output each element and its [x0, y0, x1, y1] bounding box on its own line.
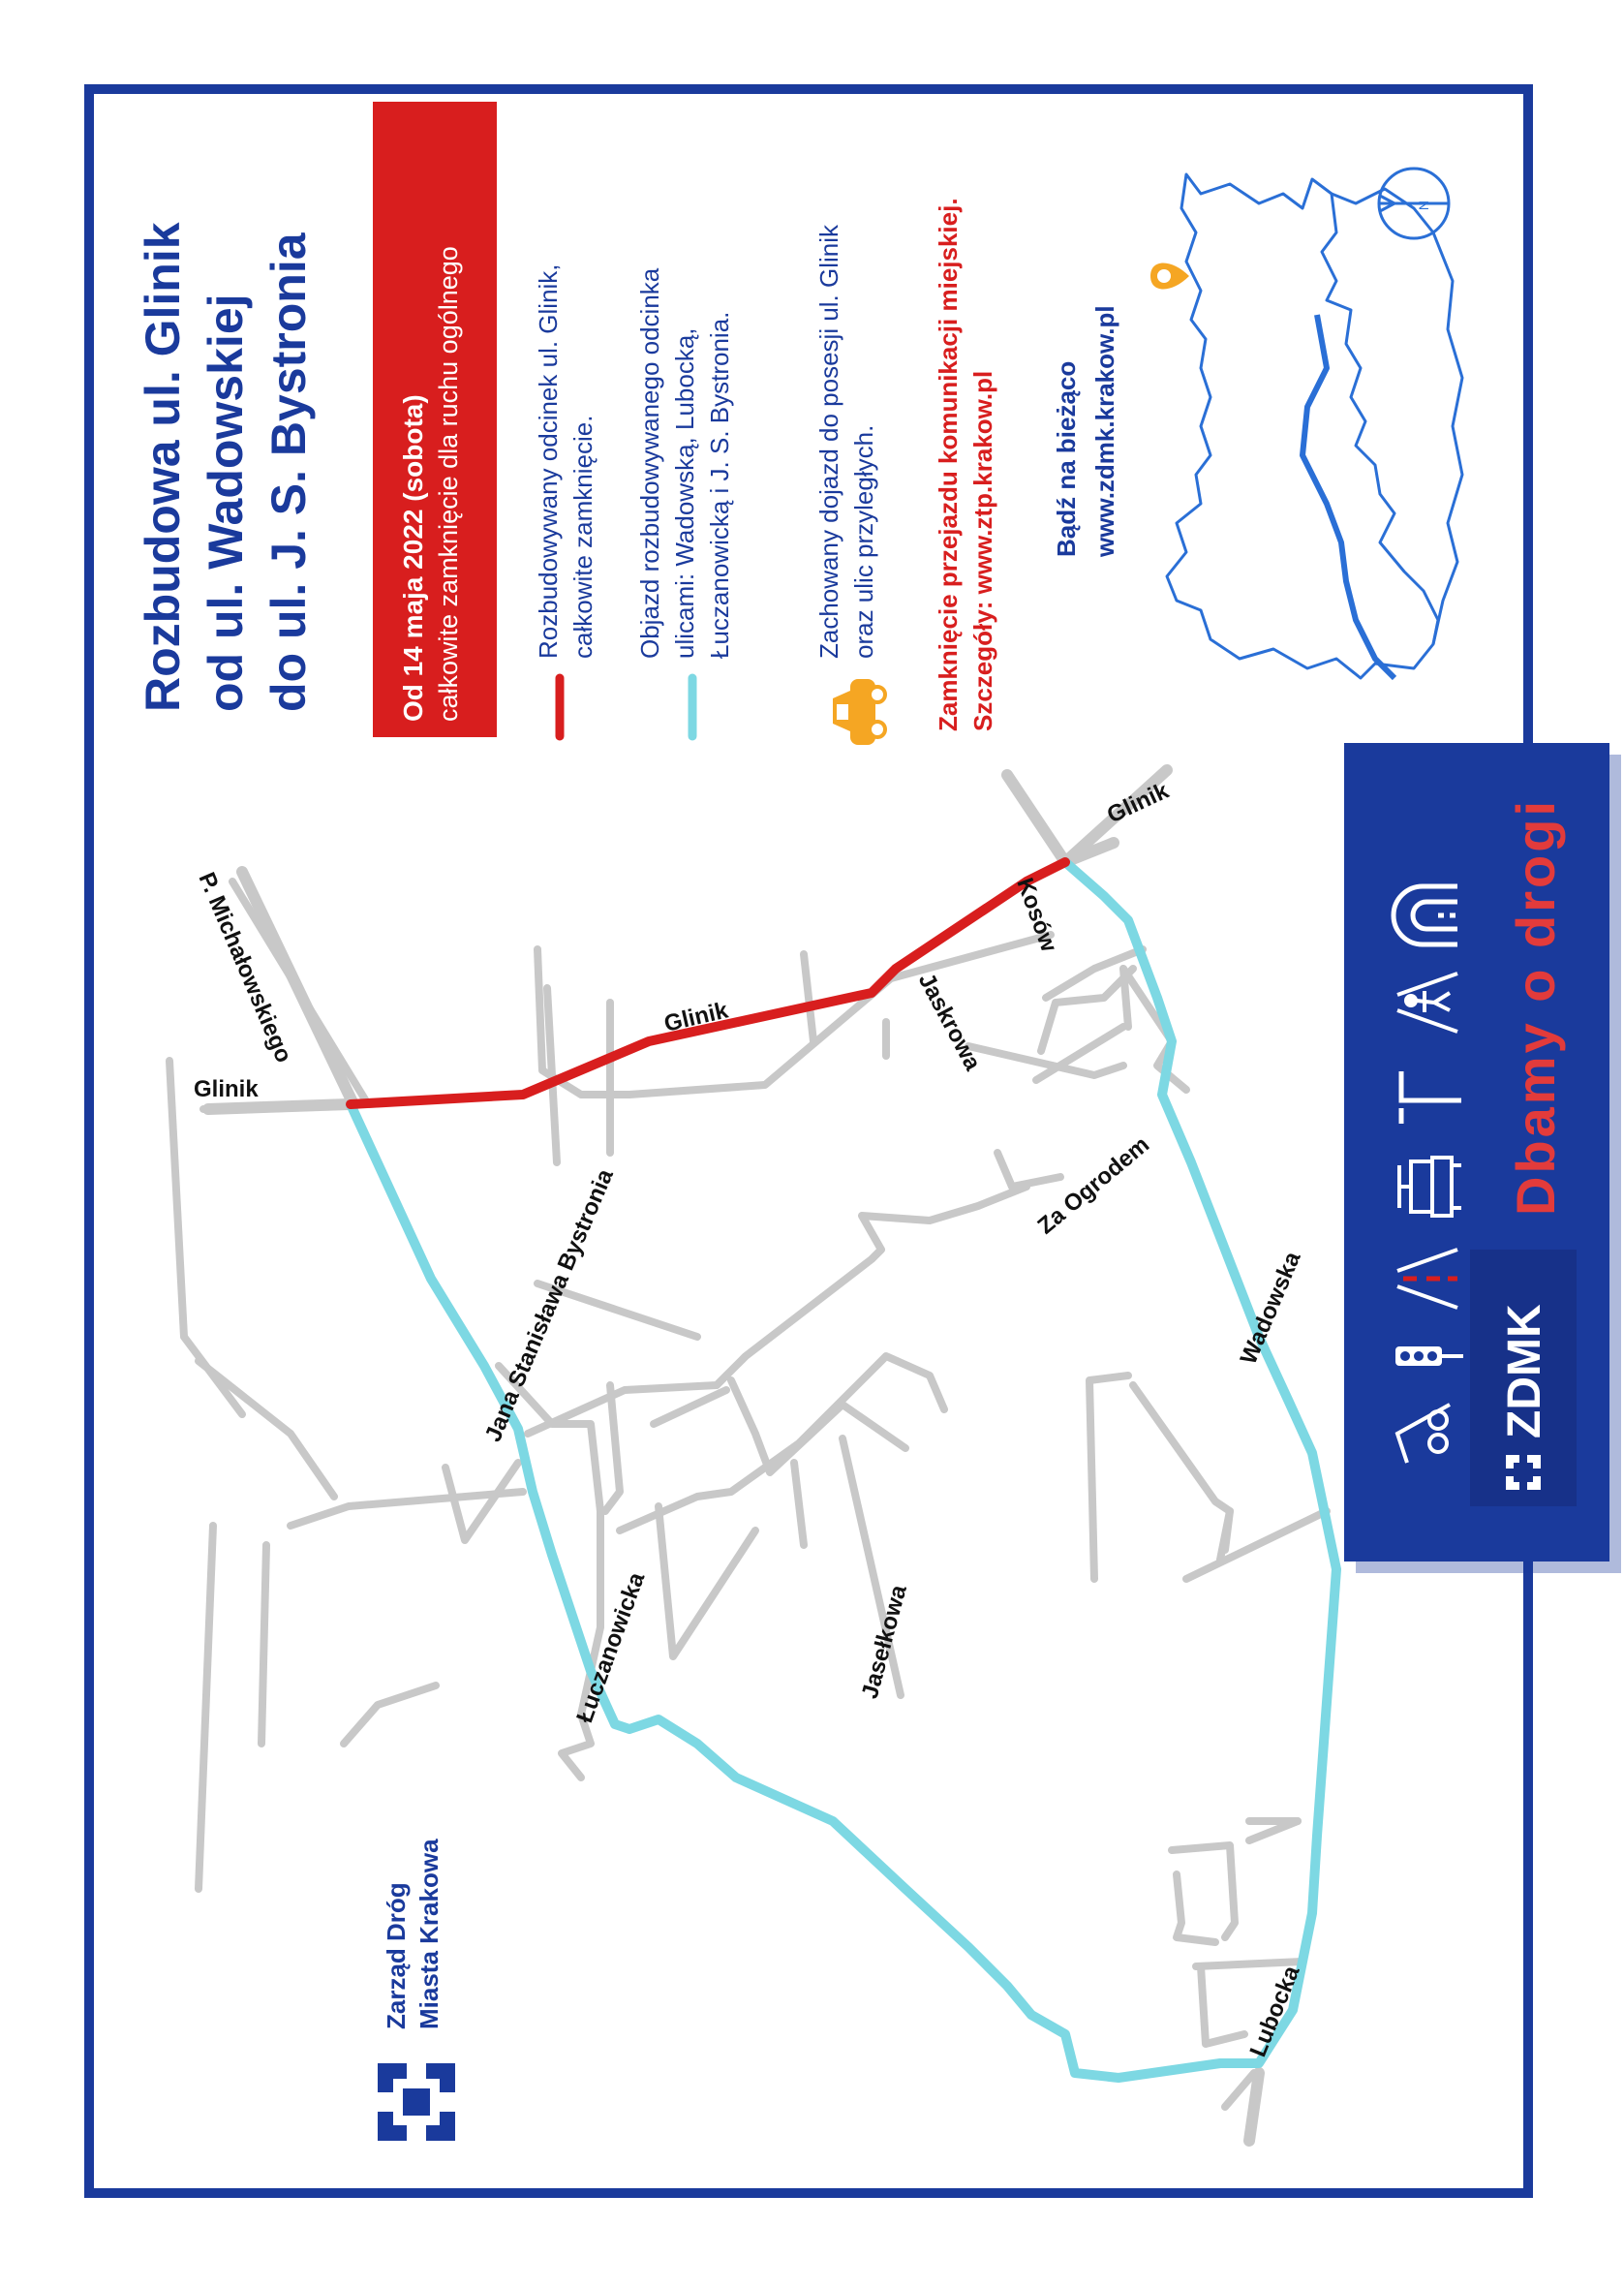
legend-detour-line-3: Łuczanowicką i J. S. Bystronia. [705, 311, 734, 659]
zdmk-emblem-icon [378, 2063, 455, 2141]
info-link[interactable]: www.zdmk.krakow.pl [1090, 305, 1119, 557]
street-label-kosow: Kosów [1011, 874, 1062, 955]
street-label-jaselkowa: Jasełkowa [856, 1582, 912, 1702]
logo-org-line-2: Miasta Krakowa [414, 1839, 444, 2029]
street-label-lubocka: Lubocka [1244, 1962, 1305, 2061]
legend-closed-line-1: Rozbudowywany odcinek ul. Glinik, [534, 263, 563, 659]
street-label-luczanowicka: Łuczanowicka [571, 1568, 651, 1727]
page-title-line-2: od ul. Wadowskiej [199, 294, 253, 712]
notice-line-1: Zamknięcie przejazdu komunikacji miejskiej. [934, 198, 963, 731]
notice-line-2: Szczegóły: www.ztp.krakow.pl [968, 370, 997, 731]
slogan-panel [1344, 743, 1621, 1573]
banner-date: Od 14 maja 2022 (sobota) [398, 394, 428, 722]
legend-detour-line-2: ulicami: Wadowską, Lubocką, [670, 327, 699, 659]
compass-label: N [1416, 200, 1431, 211]
legend-access-line-2: oraz ulic przyległych. [849, 424, 878, 659]
street-label-bystronia: Jana Stanisława Bystronia [479, 1165, 619, 1446]
street-label-glinik-mid: Glinik [661, 997, 731, 1037]
banner-subtext: całkowite zamknięcie dla ruchu ogólnego [434, 246, 463, 722]
header [136, 222, 316, 712]
street-label-michalowskiego: P. Michałowskiego [193, 868, 297, 1067]
logo-org-line-1: Zarząd Dróg [382, 1882, 411, 2029]
legend-closed-line-2: całkowite zamknięcie. [568, 415, 598, 659]
info-line-1: Bądź na bieżąco [1052, 360, 1081, 557]
legend-detour-line-1: Objazd rozbudowywanego odcinka [635, 267, 664, 659]
street-label-jaskrowa: Jaskrowa [912, 969, 986, 1075]
zdmk-logo-icon [1506, 1455, 1541, 1490]
street-label-glinik-west: Glinik [194, 1076, 259, 1102]
slogan-text: Dbamy o drogi [1505, 797, 1566, 1216]
page-title-line-1: Rozbudowa ul. Glinik [136, 222, 190, 712]
street-label-wadowska: Wadowska [1235, 1248, 1306, 1369]
zdmk-brand-text: ZDMK [1499, 1304, 1550, 1438]
street-label-za-ogrodem: Za Ogrodem [1032, 1131, 1155, 1240]
legend-access-line-1: Zachowany dojazd do posesji ul. Glinik [814, 224, 843, 659]
street-label-glinik-east: Glinik [1103, 777, 1173, 829]
page-title-line-3: do ul. J. S. Bystronia [261, 232, 316, 712]
